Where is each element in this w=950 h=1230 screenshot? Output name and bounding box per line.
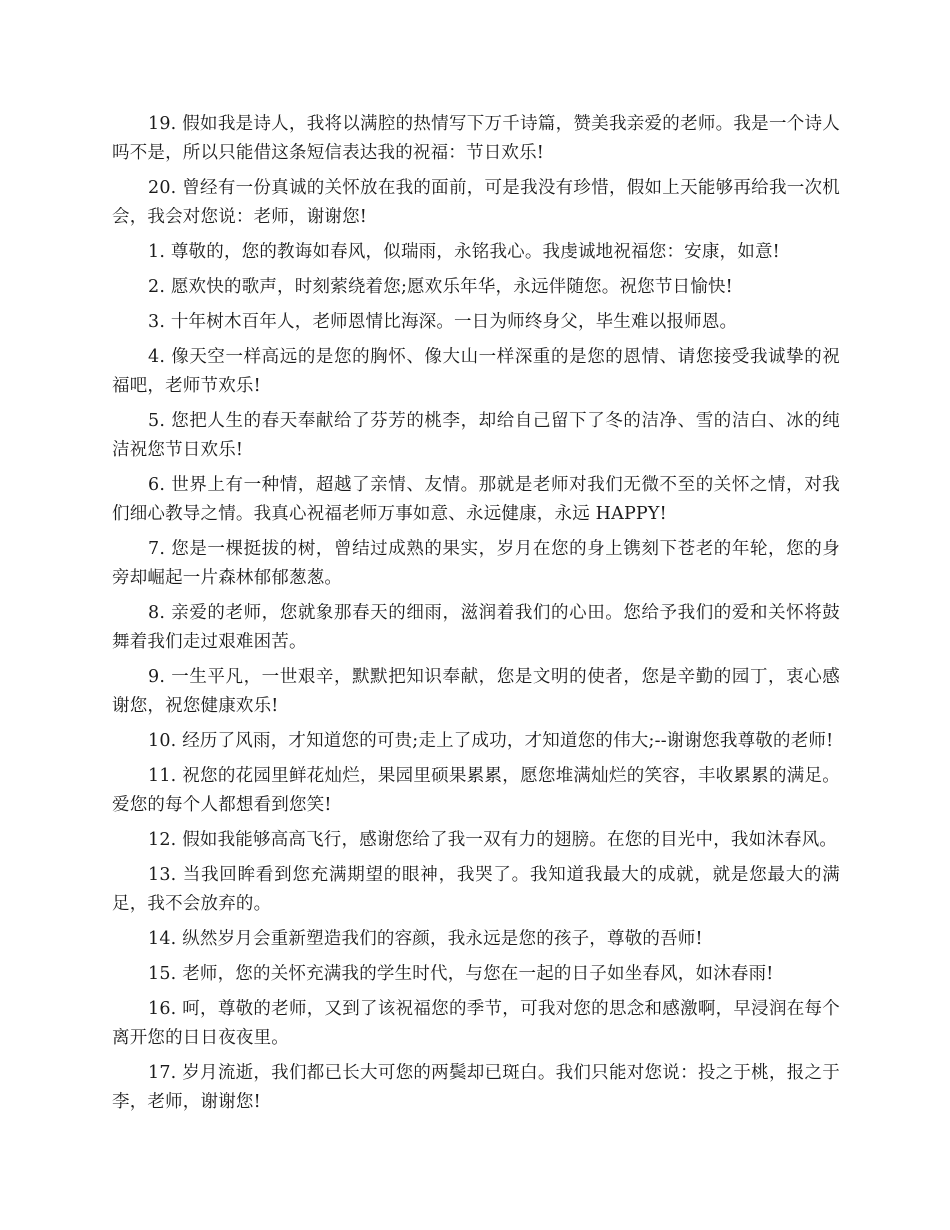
paragraph: 1. 尊敬的，您的教诲如春风，似瑞雨，永铭我心。我虔诚地祝福您：安康，如意! — [148, 242, 780, 262]
paragraph: 12. 假如我能够高高飞行，感谢您给了我一双有力的翅膀。在您的目光中，我如沐春风。 — [148, 830, 838, 850]
paragraph: 19. 假如我是诗人，我将以满腔的热情写下万千诗篇，赞美我亲爱的老师。我是一个诗人吗不是，所以只能借这条短信表达我的祝福：节日欢乐! — [112, 114, 840, 163]
paragraph: 17. 岁月流逝，我们都已长大可您的两鬓却已斑白。我们只能对您说：投之于桃，报之于李，老师，谢谢您! — [112, 1063, 840, 1112]
paragraph: 2. 愿欢快的歌声，时刻萦绕着您;愿欢乐年华，永远伴随您。祝您节日愉快! — [148, 277, 733, 297]
paragraph: 4. 像天空一样高远的是您的胸怀、像大山一样深重的是您的恩情、请您接受我诚挚的祝福吧，老师节欢乐! — [112, 347, 840, 396]
paragraph: 6. 世界上有一种情，超越了亲情、友情。那就是老师对我们无微不至的关怀之情，对我们细心教导之情。我真心祝福老师万事如意、永远健康，永远 HAPPY! — [112, 475, 840, 524]
paragraph: 8. 亲爱的老师，您就象那春天的细雨，滋润着我们的心田。您给予我们的爱和关怀将鼓舞着我们走过艰难困苦。 — [112, 603, 840, 652]
paragraph: 10. 经历了风雨，才知道您的可贵;走上了成功，才知道您的伟大;--谢谢您我尊敬的老师! — [148, 731, 834, 751]
paragraph: 20. 曾经有一份真诚的关怀放在我的面前，可是我没有珍惜，假如上天能够再给我一次机会，我会对您说：老师，谢谢您! — [112, 178, 840, 227]
paragraph: 15. 老师，您的关怀充满我的学生时代，与您在一起的日子如坐春风，如沐春雨! — [148, 964, 774, 984]
paragraph: 5. 您把人生的春天奉献给了芬芳的桃李，却给自己留下了冬的洁净、雪的洁白、冰的纯洁祝您节日欢乐! — [112, 411, 840, 460]
paragraph: 7. 您是一棵挺拔的树，曾结过成熟的果实，岁月在您的身上镌刻下苍老的年轮，您的身旁却崛起一片森林郁郁葱葱。 — [112, 539, 840, 588]
document-body — [112, 110, 840, 1117]
paragraph: 13. 当我回眸看到您充满期望的眼神，我哭了。我知道我最大的成就，就是您最大的满足，我不会放弃的。 — [112, 865, 840, 914]
paragraph: 3. 十年树木百年人，老师恩情比海深。一日为师终身父，毕生难以报师恩。 — [148, 312, 738, 332]
paragraph: 9. 一生平凡，一世艰辛，默默把知识奉献，您是文明的使者，您是辛勤的园丁，衷心感谢您，祝您健康欢乐! — [112, 667, 840, 716]
paragraph: 14. 纵然岁月会重新塑造我们的容颜，我永远是您的孩子，尊敬的吾师! — [148, 929, 703, 949]
paragraph: 11. 祝您的花园里鲜花灿烂，果园里硕果累累，愿您堆满灿烂的笑容，丰收累累的满足。爱您的每个人都想看到您笑! — [112, 766, 840, 815]
paragraph: 16. 呵，尊敬的老师，又到了该祝福您的季节，可我对您的思念和感激啊，早浸润在每个离开您的日日夜夜里。 — [112, 999, 840, 1048]
